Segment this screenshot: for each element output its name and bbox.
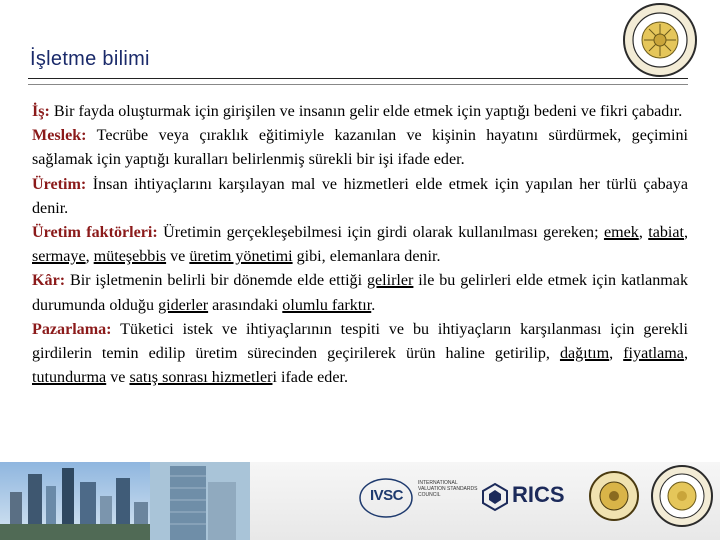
definition-text: Tüketici istek ve ihtiyaçlarının tespiti ve bu ihtiyaçların karşılanması için gerekli girdilerin temin edilip üretim sürecinden geçirilerek ürün haline getirilip, [32, 320, 688, 363]
definition-paragraph [32, 318, 688, 391]
title-divider-thin [28, 84, 688, 85]
underlined-keyword: dağıtım [559, 345, 610, 363]
underlined-keyword: tabiat [648, 224, 684, 242]
definition-text: , [85, 248, 94, 266]
definition-text: . [371, 296, 376, 314]
definition-paragraph [32, 221, 688, 269]
university-seal-icon [622, 2, 698, 78]
underlined-keyword: olumlu farktır [282, 296, 372, 314]
definition-term: Üretim faktörleri: [32, 224, 158, 242]
definition-term: İş: [32, 103, 50, 120]
underlined-keyword: emek [603, 224, 639, 242]
underlined-keyword: sermaye [32, 248, 86, 266]
definition-term: Pazarlama: [32, 320, 112, 338]
definition-text: , [638, 224, 649, 242]
definition-text: Bir fayda oluşturmak için girişilen ve insanın gelir elde etmek için yaptığı bedeni ve fikri çabadır. [49, 103, 683, 120]
definition-term: Kâr: [32, 272, 66, 290]
ivsc-caption: INTERNATIONAL VALUATION STANDARDS COUNCIL [418, 480, 478, 498]
definition-text: gibi, elemanlara denir. [292, 248, 441, 266]
definition-text: ile bu gelirleri elde etmek için katlanmak durumunda olduğu [32, 272, 688, 314]
definition-paragraph [32, 173, 688, 221]
definition-text: , [683, 224, 689, 242]
definition-paragraph [32, 124, 688, 172]
building-image [150, 462, 250, 540]
definition-text: Tecrübe veya çıraklık eğitimiyle kazanılan ve kişinin hayatını sürdürmek, geçimini sağlamak için yaptığı kuralları belirlenmiş sürekli bir işi ifade eder. [32, 127, 688, 169]
underlined-keyword: satış sonrası hizmetler [129, 369, 273, 387]
underlined-keyword: tutundurma [32, 369, 107, 387]
underlined-keyword: giderler [158, 296, 209, 314]
definition-text: , [609, 345, 624, 363]
rics-logo [480, 482, 510, 512]
definition-term: Üretim: [32, 175, 87, 193]
definition-text: i ifade eder. [272, 369, 348, 387]
definition-text: arasındaki [208, 296, 283, 314]
ivsc-label: IVSC [370, 487, 404, 504]
definition-term: Meslek: [32, 127, 87, 145]
page-title: İşletme bilimi [30, 48, 150, 70]
title-divider [28, 78, 688, 79]
university-seal-icon [650, 464, 714, 528]
definition-paragraph [32, 269, 688, 317]
definition-text: ve [166, 248, 190, 266]
rics-label: RICS [512, 482, 565, 507]
definition-text: Bir işletmenin belirli bir dönemde elde ettiği [65, 272, 367, 290]
definition-paragraph [32, 100, 688, 124]
underlined-keyword: müteşebbis [93, 248, 167, 266]
underlined-keyword: fiyatlama [623, 345, 684, 363]
definition-text: Üretimin gerçekleşebilmesi için girdi olarak kullanılması gereken; [157, 224, 604, 242]
city-skyline-image [0, 462, 150, 540]
definition-text: , [683, 345, 688, 363]
university-seal-icon [588, 470, 640, 522]
definition-text: ve [106, 369, 130, 387]
underlined-keyword: üretim yönetimi [189, 248, 293, 266]
definitions-body [32, 100, 688, 390]
definition-text: İnsan ihtiyaçlarını karşılayan mal ve hizmetleri elde etmek için yapılan her türlü çabaya denir. [32, 175, 688, 217]
underlined-keyword: gelirler [366, 272, 414, 290]
